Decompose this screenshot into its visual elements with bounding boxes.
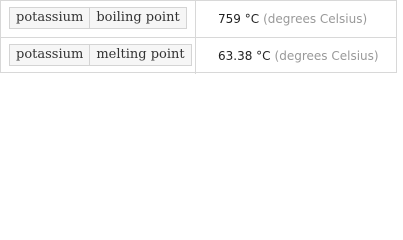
value-text: 63.38 °C [218, 49, 271, 63]
query-chip-group [9, 7, 187, 29]
element-chip: potassium [16, 10, 84, 25]
element-chip: potassium [16, 47, 84, 62]
value-cell [196, 1, 396, 37]
table-row [1, 37, 396, 74]
unit-text: (degrees Celsius) [263, 12, 368, 26]
property-chip: melting point [89, 45, 190, 65]
properties-table [0, 0, 397, 73]
table-row [1, 1, 396, 37]
property-chip: boiling point [89, 8, 185, 28]
label-cell [1, 38, 196, 74]
value-cell [196, 38, 396, 74]
unit-text: (degrees Celsius) [274, 49, 379, 63]
label-cell [1, 1, 196, 37]
value-text: 759 °C [218, 12, 260, 26]
query-chip-group [9, 44, 192, 66]
